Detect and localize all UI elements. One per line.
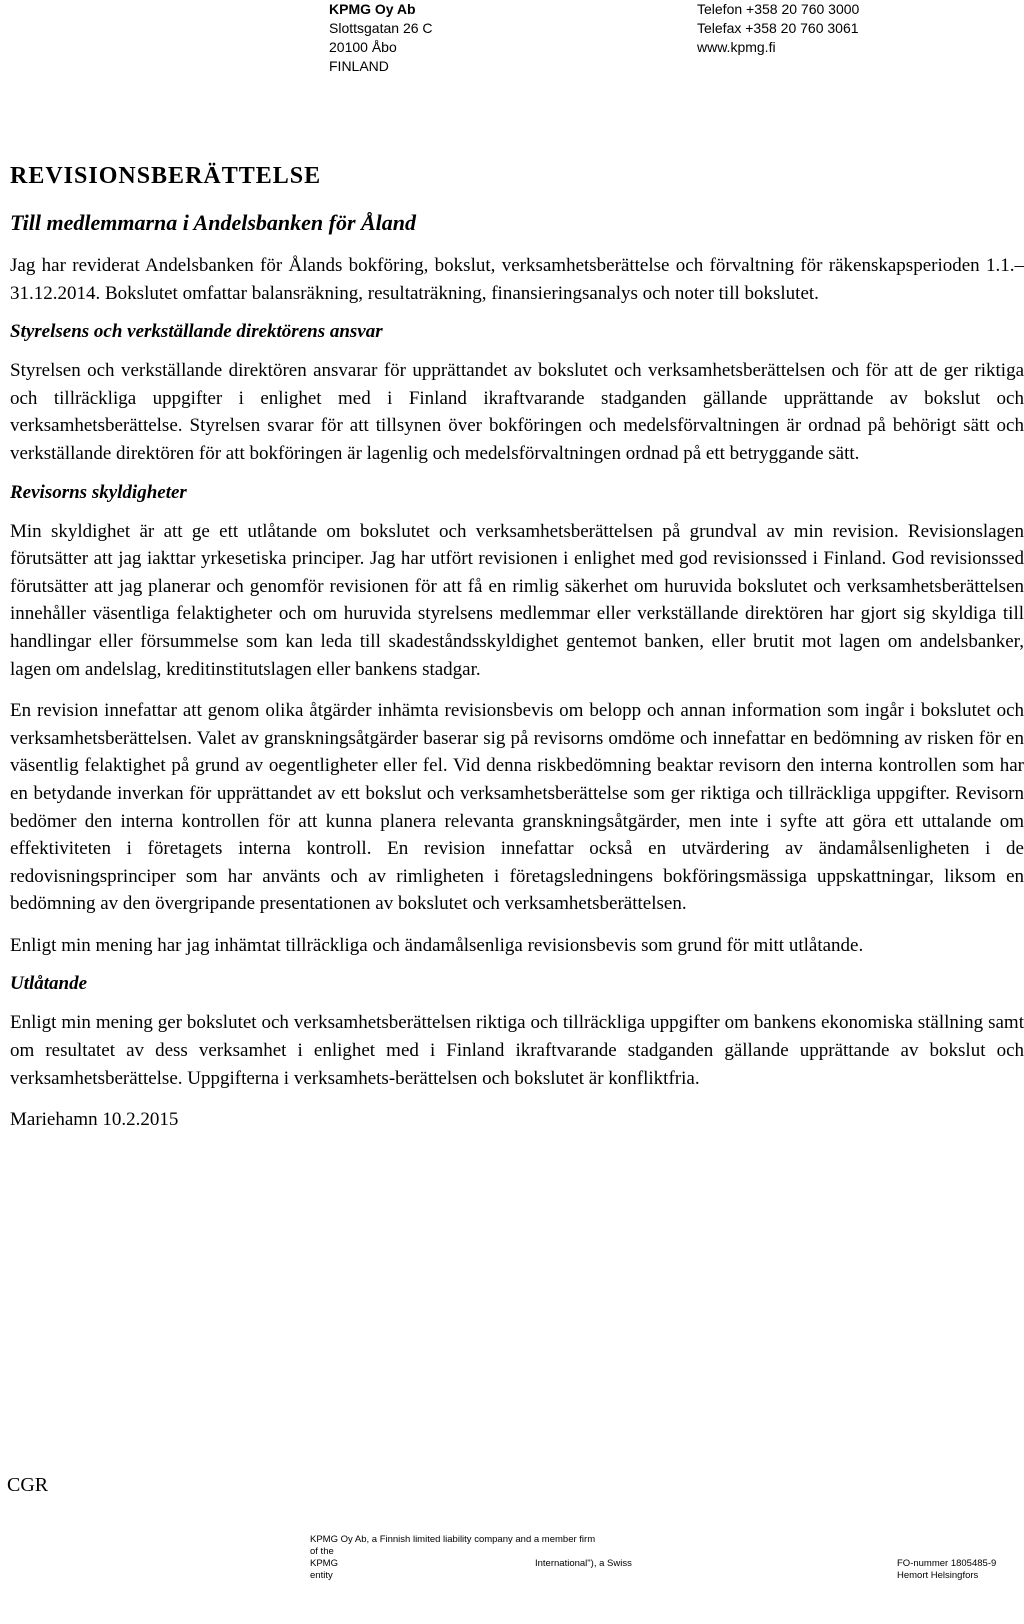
footer-registration xyxy=(897,1558,996,1582)
responsibility-paragraph: Styrelsen och verkställande direktören ansvarar för upprättandet av bokslutet och verksamhetsberättelsen och för att de ger riktiga och tillräckliga uppgifter i enlighet med i Finland ikraftvarande stadganden gällande upprättande av bokslut och verksamhetsberättelse. Styrelsen svarar för att tillsynen över bokföringen och medelsförvaltningen är ordnad på behörigt sätt och verkställande direktören för att bokföringen är lagenlig och medelsförvaltningen ordnad på ett betryggande sätt. xyxy=(10,360,1024,464)
auditor-duties-paragraph-1: Min skyldighet är att ge ett utlåtande om bokslutet och verksamhetsberättelsen på grundval av min revision. Revisionslagen förutsätter att jag iakttar yrkesetiska principer. Jag har utfört revisionen i enlighet med god revisionssed i Finland. God revisionssed förutsätter att jag planerar och genomför revisionen för att få en rimlig säkerhet om huruvida bokslutet och verksamhetsberättelsen innehåller väsentliga felaktigheter och om huruvida styrelsens medlemmar eller verkställande direktören har gjort sig skyldiga till handlingar eller försummelse som kan leda till skadeståndsskyldighet gentemot banken, eller brutit mot lagen om andelsbanker, lagen om andelslag, kreditinstitutslagen eller bankens stadgar. xyxy=(10,520,1024,680)
company-name: KPMG Oy Ab xyxy=(329,1,416,17)
footer-line-4: entity xyxy=(310,1570,333,1581)
business-id: FO-nummer 1805485-9 xyxy=(897,1558,997,1569)
document-title: REVISIONSBERÄTTELSE xyxy=(10,163,322,189)
fax-number: Telefax +358 20 760 3061 xyxy=(697,20,859,36)
footer-line-1: KPMG Oy Ab, a Finnish limited liability company and a member firm xyxy=(310,1534,596,1545)
footer-line-2: of the xyxy=(310,1546,334,1557)
auditor-duties-paragraph-2: En revision innefattar att genom olika åtgärder inhämta revisionsbevis om belopp och annan information som ingår i bokslutet och verksamhetsberättelsen. Valet av granskningsåtgärder baserar sig på revisorns omdöme och innefattar en bedömning av risken för en väsentlig felaktighet på grund av oegentligheter eller fel. Vid denna riskbedömning beaktar revisorn den interna kontrollen som har en betydande inverkan för upprättandet av ett bokslut och verksamhetsberättelse som ger riktiga och tillräckliga uppgifter. Revisorn bedömer den interna kontrollen för att kunna planera relevanta granskningsåtgärder, men inte i syfte att göra ett uttalande om effektiviteten i företagets interna kontroll. En revision innefattar också en utvärdering av ändamålsenligheten i de redovisningsprinciper som har använts och av rimligheten i företagsledningens bokföringsmässiga uppskattningar, liksom en bedömning av den övergripande presentationen av bokslutet och verksamhetsberättelsen. xyxy=(10,700,1024,915)
place-date: Mariehamn 10.2.2015 xyxy=(10,1109,179,1131)
opinion-paragraph: Enligt min mening ger bokslutet och verksamhetsberättelsen riktiga och tillräckliga uppgifter om bankens ekonomiska ställning samt om resultatet av dess verksamhet i enlighet med i Finland ikraftvarande stadganden gällande upprättande av bokslut och verksamhetsberättelse. Uppgifterna i verksamhets-berättelsen och bokslutet är konfliktfria. xyxy=(10,1012,1024,1089)
section-heading-responsibility: Styrelsens och verkställande direktörens ansvar xyxy=(10,321,383,343)
auditor-duties-paragraph-3: Enligt min mening har jag inhämtat tillräckliga och ändamålsenliga revisionsbevis som grund för mitt utlåtande. xyxy=(10,934,864,956)
street-address: Slottsgatan 26 C xyxy=(329,20,433,36)
phone-number: Telefon +358 20 760 3000 xyxy=(697,1,860,17)
section-heading-opinion: Utlåtande xyxy=(10,973,88,995)
letterhead-contact xyxy=(697,0,859,57)
country: FINLAND xyxy=(329,58,389,74)
footer-legal xyxy=(310,1534,690,1582)
domicile: Hemort Helsingfors xyxy=(897,1570,979,1581)
footer-line-3: KPMG xyxy=(310,1558,338,1569)
signature-title: CGR xyxy=(7,1474,49,1496)
postal-address: 20100 Åbo xyxy=(329,39,397,55)
intro-paragraph: Jag har reviderat Andelsbanken för Ålands bokföring, bokslut, verksamhetsberättelse och förvaltning för räkenskapsperioden 1.1.–31.12.2014. Bokslutet omfattar balansräkning, resultaträkning, finansieringsanalys och noter till bokslutet. xyxy=(10,255,1024,304)
addressee: Till medlemmarna i Andelsbanken för Åland xyxy=(10,210,417,235)
section-heading-auditor-duties: Revisorns skyldigheter xyxy=(10,481,187,503)
letterhead-address xyxy=(329,0,433,76)
footer-line-3-mid: International"), a Swiss xyxy=(535,1558,632,1569)
report-body xyxy=(10,158,1024,1134)
website: www.kpmg.fi xyxy=(697,39,776,55)
